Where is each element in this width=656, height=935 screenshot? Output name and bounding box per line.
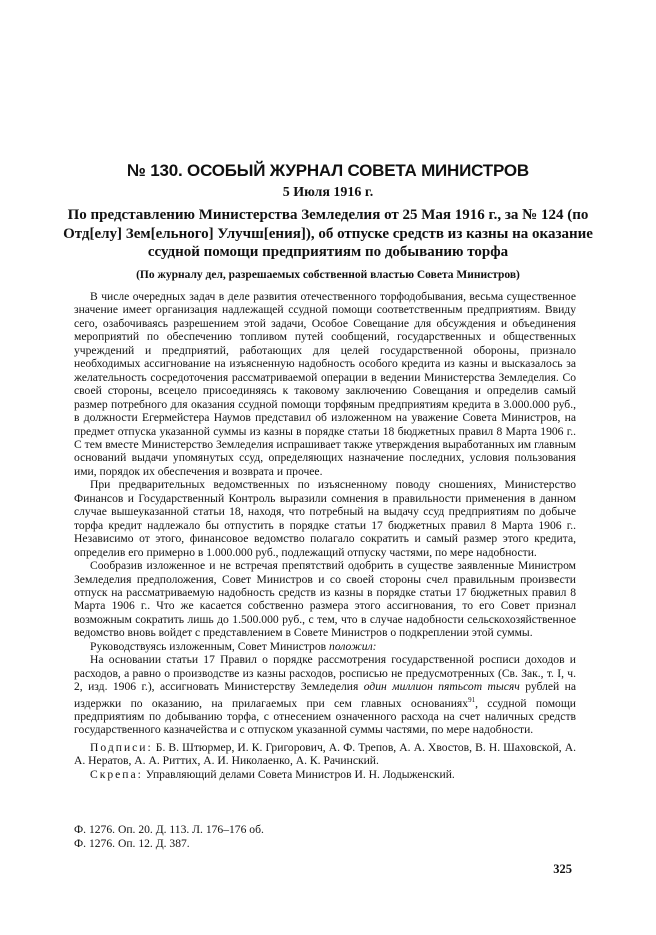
paragraph-5 [74,653,576,737]
archive-ref-2: Ф. 1276. Оп. 12. Д. 387. [74,836,190,850]
countersignature-label: Скрепа: [90,767,143,781]
archive-references [74,823,576,851]
document-date: 5 Июля 1916 г. [282,185,374,200]
paragraph-5-text-a: На основании статьи 17 Правил о порядке рассмотрения государственной росписи доходов и расходов, а равно о производстве из казны расходов, росписью не предусмотренных (Св. Зак., т. I, ч. 2, изд. 1906 г.), ассигновать Министерству Земледелия [74,653,576,694]
document-body [74,290,576,781]
document-title: № 130. ОСОБЫЙ ЖУРНАЛ СОВЕТА МИНИСТРОВ [126,161,530,180]
document-subject: По представлению Министерства Земледелия от 25 Мая 1916 г., за № 124 (по Отд[елу] Зем[ельного] Улучш[ения]), об отпуске средств из казны на оказание ссудной помощи предприятиям по добыванию торфа [63,207,593,260]
page-number: 325 [553,862,572,876]
paragraph-4 [74,640,576,653]
amount-in-words: один миллион пятьсот тысяч [363,680,520,694]
document-note: (По журналу дел, разрешаемых собственной властью Совета Министров) [136,269,520,281]
countersignature [74,768,576,781]
signatures-label: Подписи: [90,740,153,754]
signatures [74,741,576,768]
signatures-text: Б. В. Штюрмер, И. К. Григорович, А. Ф. Трепов, А. А. Хвостов, В. Н. Шаховской, А. А. Нератов, А. А. Риттих, А. И. Николаенко, А. К. Рачинский. [74,740,576,768]
archive-ref-1: Ф. 1276. Оп. 20. Д. 113. Л. 176–176 об. [74,823,264,836]
paragraph-5-text-c: рублей на издержки по оказанию, на прилагаемых при сем главных основаниях [74,680,576,710]
paragraph-1: В числе очередных задач в деле развития отечественного торфодобывания, весьма существенное значение имеет организация надлежащей ссудной помощи соответственным предприятиям. Ввиду сего, озабочиваясь разрешением этой задачи, Особое Совещание для обсуждения и объединения мероприятий по обеспечению топливом путей сообщений, государственных и общественных учреждений и предприятий, работающих для целей государственной обороны, признало необходимых ассигнование на изъясненную надобность особого кредита из казны и высказалось за желательность сосредоточения рассматриваемой операции в ведении Министерства Земледелия. Со своей стороны, всецело присоединяясь к таковому заключению Совещания и определив самый размер потребного для оказания ссудной помощи торфяным предприятиям кредита в 3.000.000 руб., в должности Егермейстера Наумов представил об изложенном на уважение Совета Министров, на предмет отпуска указанной суммы из казны в порядке статьи 18 бюджетных правил 8 Марта 1906 г.. С тем вместе Министерство Земледелия испрашивает также утверждения выработанных им главным оснований выдачи упомянутых ссуд, определяющих назначение последних, условия пользования ими, порядок их обеспечения и возврата и прочее. [74,290,576,478]
footnote-marker: 91 [468,695,476,704]
paragraph-2: При предварительных ведомственных по изъясненному поводу сношениях, Министерство Финансов и Государственный Контроль выразили сомнения в правильности применения в данном случае вышеуказанной статьи 18, находя, что потребный на выдачу ссуд предприятиям по добыче торфа кредит надлежало бы отпустить в порядке статьи 17 бюджетных правил 8 Марта 1906 г.. Независимо от этого, финансовое ведомство полагало сократить и самый размер этого кредита, определив его примерно в 1.000.000 руб., подлежащий отпуску частями, по мере надобности. [74,478,576,559]
paragraph-3: Сообразив изложенное и не встречая препятствий одобрить в существе заявленные Министром Земледелия предположения, Совет Министров и со своей стороны счел правильным произвести отпуск на рассматриваемую надобность средств из казны в порядке статьи 17 бюджетных правил 8 Марта 1906 г.. Что же касается собственно размера этого ассигнования, то его Совет признал возможным сократить лишь до 1.500.000 руб., с тем, что в случае надобности сельскохозяйственное ведомство вновь войдет с представлением в Совете Министров о подкреплении этой суммы. [74,559,576,640]
paragraph-5-text-d: , ссудной помощи предприятиям по добыванию торфа, с отнесением означенного расхода на счет наличных средств государственного казначейства и с отпуском указанной суммы частями, по мере надобности. [74,696,576,737]
countersignature-text: Управляющий делами Совета Министров И. Н. Лодыженский. [142,767,455,781]
resolution-word: положил: [329,639,377,653]
paragraph-4-text: Руководствуясь изложенным, Совет Министров [90,639,330,653]
